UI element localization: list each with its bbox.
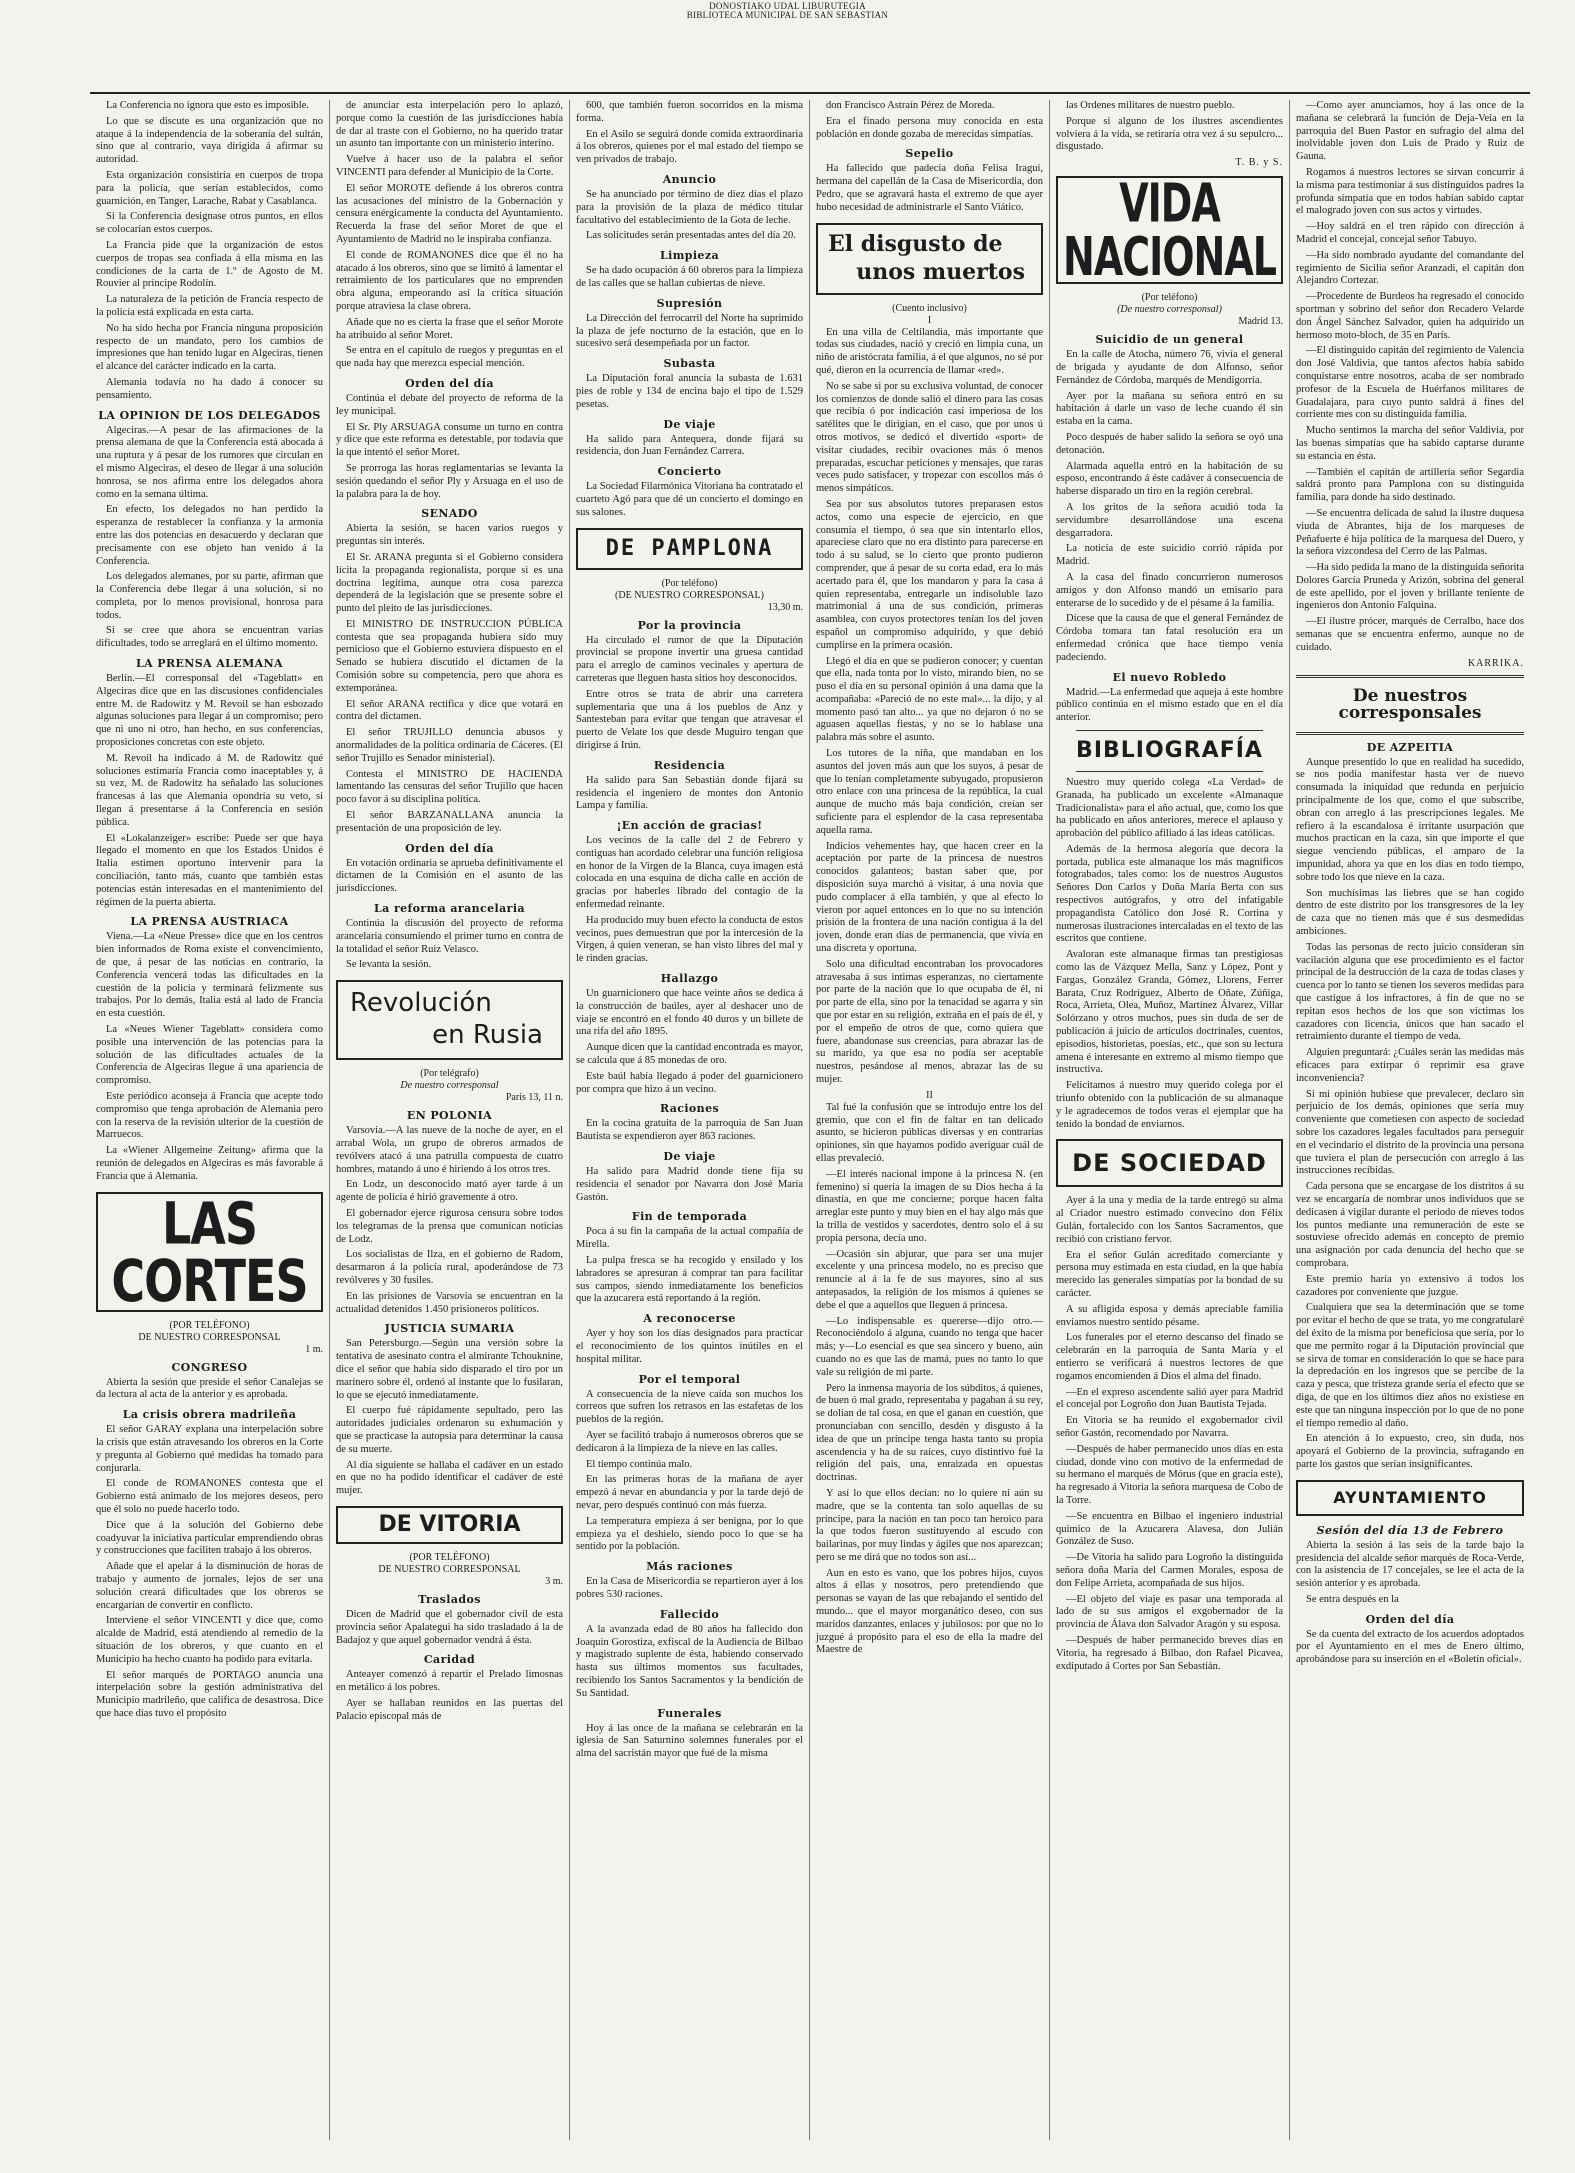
paragraph: Madrid.—La enfermedad que aqueja á este hombre público continúa en el mismo estado que en el día anterior. <box>1056 686 1283 724</box>
paragraph: —El interés nacional impone á la princesa N. (en femenino) si quería la imagen de su Dios hecha á la dinastía, en que me concierne; porque hacen falta arreglar este punto y muy bien en el hay algo más que la trilla de vestidos y sacerdotes, dentro solo el á su propia persona, decía uno. <box>816 1168 1043 1244</box>
paragraph: Algeciras.—A pesar de las afirmaciones de la prensa alemana de que la Conferencia está abocada á una ruptura y á pesar de los rumores que circulan en el mismo Algeciras, el deseo de llegar á una solución honrosa, se nos afirma entre los delegados ahora como en la semana última. <box>96 424 323 500</box>
section-heading: Limpieza <box>660 249 719 263</box>
archive-line-1: DONOSTIAKO UDAL LIBURUTEGIA <box>709 1 866 11</box>
vitoria-banner: DE VITORIA <box>378 1511 521 1537</box>
section-heading: Residencia <box>653 758 726 772</box>
paragraph: Dícese que la causa de que el general Fernández de Córdoba tomara tan fatal resolución era un enfermedad crónica que hace tiempo venía padeciendo. <box>1056 613 1283 663</box>
paragraph: Este periódico aconseja á Francia que acepte todo compromiso que tenga aprobación de Alemania pero con la reserva de la revisión ulterior de la cuestión de Marruecos. <box>96 1090 323 1141</box>
section-heading: LA OPINION DE LOS DELEGADOS <box>98 408 321 422</box>
paragraph: Además de la hermosa alegoría que decora la portada, publica este almanaque los más magníficos fotograbados, tales como: los de nuestros Augustos Señores Don Carlos y Doña María Berta con sus respectivos autógrafos, y otro del infatigable propagandista Católico don José R. Cortina y numerosas ilustraciones intercaladas en el texto de las escritos que contiene. <box>1056 843 1283 945</box>
revolucion-banner-line-2: en Rusia <box>432 1020 543 1051</box>
paragraph: Añade que no es cierta la frase que el señor Morote ha atribuido al señor Moret. <box>336 316 563 341</box>
archive-line-2: BIBLIOTECA MUNICIPAL DE SAN SEBASTIAN <box>686 10 889 20</box>
paragraph: En atención á lo expuesto, creo, sin duda, nos apoyará el Gobierno de la provincia, sufragando en parte los gastos que serían insignificantes. <box>1296 1433 1524 1470</box>
paragraph: La pulpa fresca se ha recogido y ensilado y los labradores se apresuran á comprar tan para facilitar sus campos, siendo inmediatamente los beneficios que la azucarera está reportando á la región. <box>576 1255 803 1305</box>
paragraph: Rogamos á nuestros lectores se sirvan concurrir á la misma para testimoniar á sus distinguidos padres la profunda simpatía que en todos habían sabido captar el malogrado joven con sus actos y virtudes. <box>1296 166 1524 217</box>
paragraph: Contesta el MINISTRO DE HACIENDA lamentando las censuras del señor Trujillo que hacen poco favor á su disciplina política. <box>336 768 563 806</box>
section-heading: Concierto <box>657 465 722 479</box>
paragraph: Porque si alguno de los ilustres ascendientes volviera á la vida, se retiraría otra vez á su sepulcro... disgustado. <box>1056 115 1283 153</box>
paragraph: Si mi opinión hubiese que prevalecer, declaro sin perjuicio de los demás, opiniones que sería muy conveniente que cometiesen con aspecto de sociedad sobre los cazadores legales facultados para perseguir en el vecindario el distrito de la provincia una persona que tuviera el plan de persecución con arreglo á las instrucciones recibidas. <box>1296 1088 1524 1177</box>
byline: DE NUESTRO CORRESPONSAL <box>138 1331 281 1343</box>
byline: (POR TELÉFONO) <box>409 1551 490 1563</box>
paragraph: Indicios vehementes hay, que hacen creer en la aceptación por parte de la princesa de nuestros conocidos galanteos; bastan saber que, por disposición suya marchó á visitar, á una novia que pudo complacer á ella también, y que al efecto lo vieron por aquel entonces en lo que no su intención prisión de la frontera de una nación contigua á la del joven, donde eran días de permanencia, que vivía en una discreta y oportuna. <box>816 840 1043 955</box>
paragraph: El «Lokalanzeiger» escribe: Puede ser que haya llegado el momento en que los Estados Unidos é Italia estimen oportuno intervenir para la conciliación, tanto más, cuanto que también estas potencias están interesadas en el mantenimiento del régimen de la puerta abierta. <box>96 832 323 908</box>
byline: (Cuento inclusivo) <box>892 302 967 314</box>
paragraph: El conde de ROMANONES contesta que el Gobierno está animado de los mejores deseos, pero que él solo no puede hacerlo todo. <box>96 1478 323 1515</box>
paragraph: Ha salido para Antequera, donde fijará su residencia, don Juan Fernández Carrera. <box>576 433 803 458</box>
top-rule <box>90 92 1530 94</box>
paragraph: —Después de haber permanecido breves días en Vitoria, ha regresado á Bilbao, don Rafael Picavea, exdiputado á Cortes por San Sebastián. <box>1056 1634 1283 1672</box>
paragraph: —Se encuentra en Bilbao el ingeniero industrial químico de la Azucarera Alavesa, don Julián González de Suso. <box>1056 1510 1283 1548</box>
paragraph: Se prorroga las horas reglamentarias se levanta la sesión quedando el señor Ply y Arsuaga en el uso de la palabra para la de hoy. <box>336 462 563 500</box>
ayuntamiento-banner: AYUNTAMIENTO <box>1333 1487 1487 1507</box>
paragraph: Continúa la discusión del proyecto de reforma arancelaria consumiendo el primer turno en contra de la totalidad el señor Ruiz Velasco. <box>336 918 563 955</box>
revolucion-banner-box <box>336 980 563 1060</box>
paragraph: Anteayer comenzó á repartir el Prelado limosnas en metálico á los pobres. <box>336 1669 563 1694</box>
paragraph: Ha salido para San Sebastián donde fijará su residencia el ingeniero de montes don Antonio Lampa y familia. <box>576 774 803 812</box>
paragraph: En Lodz, un desconocido mató ayer tarde á un agente de policía é hirió gravemente á otro. <box>336 1179 563 1204</box>
paragraph: A consecuencia de la nieve caída son muchos los correos que sufren los retrasos en las estafetas de los pueblos de la región. <box>576 1388 803 1426</box>
paragraph: Ayer se hallaban reunidos en las puertas del Palacio episcopal más de <box>336 1697 563 1722</box>
signature: KARRIKA. <box>1467 657 1524 669</box>
column-1 <box>90 100 330 2140</box>
paragraph: Dice que á la solución del Gobierno debe coadyuvar la iniciativa particular emprendiendo obras y construcciones que faciliten trabajo á los obreros. <box>96 1519 323 1557</box>
paragraph: Abierta la sesión que preside el señor Canalejas se da lectura al acta de la anterior y es aprobada. <box>96 1376 323 1401</box>
vida-nacional-banner: VIDA NACIONAL <box>1063 172 1276 288</box>
byline: (DE NUESTRO CORRESPONSAL) <box>615 589 764 601</box>
paragraph: El señor GARAY explana una interpelación sobre la crisis que están atravesando los obreros en la Corte y pregunta al Gobierno qué medidas ha tomado para conjurarla. <box>96 1424 323 1474</box>
paragraph: —El objeto del viaje es pasar una temporada al lado de su sus amigos el exgobernador de la provincia de Álava don Salvador Aragón y su esposa. <box>1056 1593 1283 1631</box>
paragraph: El Sr. ARANA pregunta si el Gobierno considera lícita la propaganda regionalista, porque si es una doctrina legítima, aunque otra cosa parezca dependerá de la legislación que se presente sobre el punto del pleito de las jurisdicciones. <box>336 551 563 615</box>
section-heading: Hallazgo <box>660 972 719 986</box>
disgusto-banner-line-1: El disgusto de <box>828 230 1003 257</box>
disgusto-banner-line-2: unos muertos <box>856 258 1025 285</box>
paragraph: 600, que también fueron socorridos en la misma forma. <box>576 100 803 124</box>
section-heading: Traslados <box>418 1592 481 1606</box>
paragraph: —El ilustre prócer, marqués de Cerralbo, hace dos semanas que se encuentra enfermo, aunque no de cuidado. <box>1296 616 1524 653</box>
section-heading: La reforma arancelaria <box>374 902 525 916</box>
paragraph: El señor MOROTE defiende á los obreros contra las acusaciones del ministro de la Gobernación y censura enérgicamente la conducta del Ayuntamiento. Recuerda la frase del señor Moret de que el Ayuntamiento de Madrid no le inspiraba confianza. <box>336 182 563 245</box>
paragraph: El señor ARANA rectifica y dice que votará en contra del dictamen. <box>336 698 563 723</box>
section-heading: CONGRESO <box>171 1360 248 1374</box>
paragraph: En las prisiones de Varsovia se encuentran en la actualidad detenidos 1.450 prisioneros políticos. <box>336 1290 563 1315</box>
paragraph: A la casa del finado concurrieron numerosos amigos y don Alfonso mandó un emisario para enterarse de lo sucedido y de el pésame á la familia. <box>1056 571 1283 609</box>
paragraph: —En el expreso ascendente salió ayer para Madrid el concejal por Logroño don Juan Bautista Tejada. <box>1056 1386 1283 1411</box>
paragraph: —Como ayer anunciamos, hoy á las once de la mañana se celebrará la función de Deja-Veia en la parroquia del Buen Pastor en sufragio del alma del inolvidable joven don Luis de Prado y Ruiz de Gauna. <box>1296 100 1524 163</box>
dateline: 3 m. <box>545 1575 563 1587</box>
paragraph: Si la Conferencia designase otros puntos, en ellos se colocarían estos cuerpos. <box>96 211 323 236</box>
paragraph: Avaloran este almanaque firmas tan prestigiosas como las de Vázquez Mella, Sanz y López, Pont y Fargas, González Granda, Gómez, Llorens, Ferrer Barata, Cruz Rodríguez, Alberto de Oñate, Zúñiga, Roca, Arrieta, Olea, Muñoz, Martínez Álvarez, Villar Solórzano y otros muchos, pues sin duda de ser de publicación á juicio de artículos doctrinales, cuentos, episodios, historietas, poesías, etc., que son su lectura amena é interesante en extremo al mismo tiempo que instructiva. <box>1056 949 1283 1076</box>
paragraph: La Sociedad Filarmónica Vitoriana ha contratado el cuarteto Agó para que dé un concierto el domingo en sus salones. <box>576 481 803 518</box>
section-heading: LA PRENSA ALEMANA <box>135 657 283 671</box>
paragraph: En el Asilo se seguirá donde comida extraordinaria á los obreros, quienes por el mal estado del tiempo se ven privados de trabajo. <box>576 128 803 166</box>
paragraph: Alguien preguntará: ¿Cuáles serán las medidas más eficaces para extirpar ó reprimir esa grave inconveniencia? <box>1296 1047 1524 1084</box>
paragraph: Se da cuenta del extracto de los acuerdos adoptados por el Ayuntamiento en el mes de Enero último, aprobándose para su inserción en el «Boletín oficial». <box>1296 1628 1524 1666</box>
paragraph: —De Vitoria ha salido para Logroño la distinguida señora doña María del Carmen Morales, esposa de don Felipe Arrieta, acompañada de sus hijos. <box>1056 1552 1283 1589</box>
paragraph: La temperatura empieza á ser benigna, por lo que empieza ya el deshielo, siendo poco lo que se ha sentido por la población. <box>576 1515 803 1553</box>
sociedad-banner-box <box>1056 1139 1283 1187</box>
section-heading: Sepelio <box>905 147 954 161</box>
archive-header <box>0 2 1575 20</box>
paragraph: Sea por sus absolutos tutores preparasen estos actos, como una especie de ejercicio, en que consumía el tiempo, ó sea que sin intentarlo ellos, apareciese claro que no era distinto para parecerse en todo á su salud, se lo cierto que pronto pudieron comprender, que á pesar de su corta edad, era lo más acertado para él, que los mandaron y para la casa á quien representaba, entregarle un indisoluble lazo matrimonial á una de sus condición, primeras asamblea, con cuyos protectores tenían los del joven español un compromiso adquirido, y que debió cumplirse en la primera ocasión. <box>816 498 1043 651</box>
paragraph: Llegó el día en que se pudieron conocer; y cuentan que ella, nada tonta por lo visto, mirando bien, no se puso el día en su personal opinión á una dama que la acompañaba: «Pareció de no este mal»... la dijo, y al momento pasó tan alto... ya que no dejaron ó no se aguasen aquellas fiestas, y no se lo hablase una palabra más sobre el asunto. <box>816 655 1043 744</box>
paragraph: San Petersburgo.—Según una versión sobre la tentativa de asesinato contra el almirante Tchouknine, dice el señor que había sido disparado el tiro por un marinero sobre él, ordenó al instante que lo fusilaran, lo que se ejecutó inmediatamente. <box>336 1338 563 1401</box>
paragraph: El tiempo continúa malo. <box>586 1458 693 1470</box>
paragraph: El MINISTRO DE INSTRUCCION PÚBLICA contesta que sea propaganda hubiera sido muy pernicioso que el Gobierno estuviera dispuesto en el Senado se hubiera discutido el dictamen de la Comisión sobre su competencia, pero que ahora es extemporánea. <box>336 618 563 694</box>
divider <box>1296 675 1524 678</box>
section-heading: La crisis obrera madrileña <box>122 1408 297 1422</box>
paragraph: El señor TRUJILLO denuncia abusos y anormalidades de la política ordinaria de Cáceres. (El señor Trujillo es Senador ministerial). <box>336 727 563 764</box>
paragraph: Nuestro muy querido colega «La Verdad» de Granada, ha publicado un excelente «Almanaque Tradicionalista» para el año actual, que, como los que ha publicado en años anteriores, merece el aplauso y aprobación del público afiliado á las ideas católicas. <box>1056 776 1283 840</box>
section-heading: De viaje <box>663 417 716 431</box>
paragraph: A su afligida esposa y demás apreciable familia enviamos nuestro sentido pésame. <box>1056 1303 1283 1328</box>
paragraph: En la calle de Atocha, número 76, vivía el general de brigada y ayudante de don Alfonso, señor Fernández de Córdoba, marqués de Mendigorría. <box>1056 349 1283 386</box>
paragraph: En la Casa de Misericordia se repartieron ayer á los pobres 530 raciones. <box>576 1576 803 1600</box>
paragraph: El señor marqués de PORTAGO anuncia una interpelación sobre la gestión administrativa del Municipio madrileño, que califica de desastrosa. Dice que hace días tuvo el propósito <box>96 1669 323 1719</box>
paragraph: Si se cree que ahora se encuentran varias dificultades, todo se arreglará en el último momento. <box>96 625 323 650</box>
paragraph: A los gritos de la señora acudió toda la servidumbre desarrollándose una escena desgarradora. <box>1056 501 1283 539</box>
vida-nacional-banner-box <box>1056 172 1283 288</box>
paragraph: La Dirección del ferrocarril del Norte ha suprimido la plaza de jefe nocturno de la estación, que en lo sucesivo será desempeñada por un factor. <box>576 312 803 350</box>
paragraph: Al día siguiente se hallaba el cadáver en un estado en que no ha podido identificar el cadáver de esté mujer. <box>336 1459 563 1497</box>
byline: (Por teléfono) <box>1141 292 1198 304</box>
paragraph: En efecto, los delegados no han perdido la esperanza de restablecer la confianza y la armonía entre las dos potencias en desacuerdo y declaran que precisamente con ese objeto han venido á la Conferencia. <box>96 504 323 567</box>
revolucion-banner-line-1: Revolución <box>350 988 492 1019</box>
paragraph: Son muchísimas las liebres que se han cogido dentro de este distrito por los transgresores de la ley de caza que no tienen más que é sus desmedidas ambiciones. <box>1296 887 1524 938</box>
paragraph: Se entra después en la <box>1306 1593 1399 1605</box>
paragraph: Ayer y hoy son los días designados para practicar el reconocimiento de los quintos inútiles en el hospital militar. <box>576 1328 803 1365</box>
paragraph: Un guarnicionero que hace veinte años se dedica á la construcción de baúles, ayer al deshacer uno de viaje se encontró en el fondo 40 duros y un billete de una rifa del año 1895. <box>576 988 803 1038</box>
section-heading: Anuncio <box>662 172 717 186</box>
paragraph: Los tutores de la niña, que mandaban en los asuntos del joven más aun que los suyos, á pesar de que lo tenían completamente subyugado, propusieron otro enlace con una princesa de la república, la cual aunque de mucho más baja condición, creían ser suficiente para el esplendor de la casa representaba aquella rama. <box>816 748 1043 836</box>
paragraph: Se ha anunciado por término de diez días el plazo para la provisión de la plaza de médico titular facultativo del establecimiento de la Gota de leche. <box>576 188 803 226</box>
byline: (Por telégrafo) <box>420 1068 479 1080</box>
section-heading: Supresión <box>656 296 723 310</box>
section-heading: ¡En acción de gracias! <box>616 819 763 833</box>
column-6 <box>1290 100 1530 2140</box>
paragraph: —Ha sido pedida la mano de la distinguida señorita Dolores García Pruneda y Arizón, sobrina del general de este apellido, por el joven y brillante teniente de ingenieros don Antonio Falquina. <box>1296 562 1524 612</box>
paragraph: —El distinguido capitán del regimiento de Valencia don José Valdivia, que tantos afectos había sabido conquistarse entre nosotros, acaba de ser nombrado profesor de la Escuela de Huérfanos militares de Guadalajara, para cuyo punto saldrá á fines del corriente mes con su distinguida familia. <box>1296 345 1524 421</box>
section-heading: Fin de temporada <box>631 1210 748 1224</box>
paragraph: Cualquiera que sea la determinación que se tome por evitar el hecho de que se trata, yo me congratularé del éxito de la misma por beneficiosa que sería, por lo que me permito rogar á la Diputación provincial que se sirva de tomar en consideración lo que se hace para la depredación en los ingresos que se percibe de la caza y pesca, que tristeza grande sería el efecto que se diga, de que en los últimos diez años no existiese en este que tan ninguna inspección por lo que de no pone el tiempo remedio al daño. <box>1296 1302 1524 1429</box>
paragraph: Alemania todavía no ha dado á conocer su pensamiento. <box>96 376 323 401</box>
byline: DE NUESTRO CORRESPONSAL <box>378 1563 521 1575</box>
paragraph: Esta organización consistiría en cuerpos de tropa para la policía, que serían establecidos, como guarnición, en Tanger, Larache, Rabat y Casablanca. <box>96 169 323 207</box>
paragraph: Aunque dicen que la cantidad encontrada es mayor, se calcula que á 85 monedas de oro. <box>576 1042 803 1067</box>
section-heading: JUSTICIA SUMARIA <box>384 1322 515 1336</box>
paragraph: Ayer á la una y media de la tarde entregó su alma al Criador nuestro estimado convecino don Félix Gulán, fortalecido con los Santos Sacramentos, que recibió con cristiano fervor. <box>1056 1195 1283 1245</box>
paragraph: Este premio haría yo extensivo á todos los cazadores por conveniente que juzgue. <box>1296 1273 1524 1298</box>
paragraph: Continúa el debate del proyecto de reforma de la ley municipal. <box>336 392 563 417</box>
section-heading: LA PRENSA AUSTRIACA <box>130 915 289 929</box>
paragraph: Hoy á las once de la mañana se celebrarán en la iglesia de San Saturnino solemnes funerales por el alma del sacristán mayor que fué de la misma <box>576 1722 803 1760</box>
column-3 <box>570 100 810 2140</box>
paragraph: —Hoy saldrá en el tren rápido con dirección á Madrid el concejal, concejal señor Tabuyo. <box>1296 221 1524 245</box>
paragraph: En la cocina gratuita de la parroquia de San Juan Bautista se expendieron ayer 863 raciones. <box>576 1118 803 1143</box>
paragraph: Ayer por la mañana su señora entró en su habitación á darle un vaso de leche cuando él sin estaba en la cama. <box>1056 390 1283 428</box>
dateline: 13,30 m. <box>767 601 803 613</box>
paragraph: Poca á su fin la campaña de la actual compañía de Mirella. <box>576 1226 803 1251</box>
paragraph: —Después de haber permanecido unos días en esta ciudad, donde vino con motivo de la enfermedad de su hermano el marqués de Mórus (que en gracia este), ha regresado á Vitoria la señora marquesa de Cobo de la Torre. <box>1056 1443 1283 1506</box>
paragraph: Solo una dificultad encontraban los provocadores atravesaba á sus intimas esperanzas, no ciertamente por parte de la nación que lo que ocupaba de él, ni por parte de ella, sino por la tenacidad se agarra y sin que por estar en su religión, extraña en el país de él, y por el empeño de otros de que, como quiera que fuere, abandonase sus creencias, para abrazar las de su marido, ya que esa no podía ser aceptable nuestros, pesándose al menos, abrazar las de su mujer. <box>816 958 1043 1085</box>
paragraph: Era el señor Gulán acreditado comerciante y persona muy estimada en esta ciudad, en la que había merecido las generales simpatías por la bondad de su carácter. <box>1056 1249 1283 1299</box>
section-heading: Por la provincia <box>637 618 742 632</box>
section-heading: Orden del día <box>1365 1612 1455 1626</box>
paragraph: Interviene el señor VINCENTI y dice que, como alcalde de Madrid, está atendiendo al remedio de la situación de los obreros, y que cuanto en el Municipio ha hecho cuanto ha podido para evitarla. <box>96 1615 323 1665</box>
byline: De nuestro corresponsal <box>400 1080 499 1092</box>
paragraph: Los delegados alemanes, por su parte, afirman que la Conferencia debe llegar á una solución, si no completa, por lo menos provisional, honrosa para todos. <box>96 571 323 621</box>
divider <box>1076 771 1263 772</box>
section-heading: Más raciones <box>646 1560 733 1574</box>
paragraph: Entre otros se trata de abrir una carretera suplementaria que una á los pueblos de Anz y Santesteban para evitar que tengan que atravesar el puerto de Velate los que desde Muguiro tengan que dirigirse á Irún. <box>576 688 803 751</box>
section-heading: EN POLONIA <box>406 1109 493 1123</box>
paragraph: El gobernador ejerce rigurosa censura sobre todos los telegramas de la prensa que comunican noticias de Lodz. <box>336 1208 563 1245</box>
paragraph: La Conferencia no ignora que esto es imposible. <box>106 100 309 111</box>
paragraph: En votación ordinaria se aprueba definitivamente el dictamen de la Comisión en el asunto de las jurisdicciones. <box>336 857 563 895</box>
dateline: Madrid 13. <box>1238 316 1283 328</box>
section-heading: El nuevo Robledo <box>1112 670 1227 684</box>
paragraph: —Ha sido nombrado ayudante del comandante del regimiento de Sicilia señor Aranzadi, el capitán don Alejandro Cortezar. <box>1296 249 1524 287</box>
paragraph: Alarmada aquella entró en la habitación de su esposo, encontrando á éste cadáver á consecuencia de haberse disparado un tiro en la región cerebral. <box>1056 460 1283 498</box>
paragraph: Se ha dado ocupación á 60 obreros para la limpieza de las calles que se hallan cubiertas de nieve. <box>576 265 803 289</box>
paragraph: de anunciar esta interpelación pero lo aplazó, porque como la cuestión de las jurisdicciones había de dar al traste con el Gobierno, no ha querido tratar un asunto tan importante con un ministerio interino. <box>336 100 563 150</box>
paragraph: La naturaleza de la petición de Francia respecto de la policía está explicada en esta carta. <box>96 294 323 318</box>
paragraph: Cada persona que se encargase de los distritos á su vez se encargaría de nombrar unos individuos que se dedicasen á vigilar durante el periodo de nieves todos los puntos mediante una remuneración de este se sostuviese ofrecido además en concepto de premio una asignación por cada denuncia del hecho que se comprobara. <box>1296 1181 1524 1269</box>
paragraph: Y así lo que ellos decían: no lo quiere ni aún su madre, que se la contenta tan solo aquellas de su príncipe, para la nación en tan poco tan heroico para la que todos fueron sustituyendo al escudo con bailarinas, por muy lindas y ágiles que nos aparezcan; pero se me dirá que no todos son así... <box>816 1487 1043 1563</box>
section-heading: De viaje <box>663 1150 716 1164</box>
sociedad-banner: DE SOCIEDAD <box>1072 1149 1267 1178</box>
paragraph: El Sr. Ply ARSUAGA consume un turno en contra y dice que este reforma es detestable, por todavía que la que intentó el señor Moret. <box>336 421 563 459</box>
paragraph: En Vitoria se ha reunido el exgobernador civil señor Gastón, recomendado por Navarra. <box>1056 1415 1283 1439</box>
column-4 <box>810 100 1050 2140</box>
column-2 <box>330 100 570 2140</box>
paragraph: Pero la inmensa mayoría de los súbditos, á quienes, de buen ó mal grado, representaba y pagaban á su rey, se dolían de tal cosa, en que el ganan en cuestión, que pronunciaban con sencillo, desdén y disgusto á la idea de que un príncipe tenga hasta tanto su propia ascendencia y ha de su raíces, cuyo distintivo fué la religión del país, una, enraizada en opuestas doctrinas. <box>816 1382 1043 1484</box>
paragraph: El conde de ROMANONES dice que él no ha atacado á los obreros, sino que se limitó á lamentar el retraimiento de los particulares que no emprenden obra alguna, empeorando así la crítica situación porque atraviesa la clase obrera. <box>336 249 563 312</box>
paragraph: A la avanzada edad de 80 años ha fallecido don Joaquín Gorostiza, exfiscal de la Audiencia de Bilbao y magistrado suplente de ésta, habiendo conservado hasta sus últimos momentos sus facultades, recibiendo los Santos Sacramentos y la bendición de Su Santidad. <box>576 1623 803 1699</box>
section-heading: Funerales <box>657 1706 722 1720</box>
paragraph: La «Neues Wiener Tageblatt» considera como posible una intervención de las potencias para la solución de las dificultades actuales de la Conferencia de Algeciras llegue á una apariencia de compromiso. <box>96 1024 323 1087</box>
signature: T. B. y S. <box>1235 157 1283 169</box>
paragraph: Era el finado persona muy conocida en esta población en donde gozaba de merecidas simpatías. <box>816 115 1043 140</box>
paragraph: Tal fué la confusión que se introdujo entre los del gremio, que con el fin de faltar en tan delicado asunto, se hicieron públicas diversas y en contrarias opiniones, sin que hayamos podido averiguar cuál de ellas prevaleció. <box>816 1101 1043 1164</box>
paragraph: Se levanta la sesión. <box>346 959 432 971</box>
section-heading: Suicidio de un general <box>1095 333 1244 347</box>
paragraph: —Se encuentra delicada de salud la ilustre duquesa viuda de Abrantes, hija de los marqueses de Peñafuerte é hija política de la marquesa del Duero, y la señora vizcondesa del Cerro de las Palmas. <box>1296 507 1524 558</box>
paragraph: Aun en esto es vano, que los pobres hijos, cuyos altos á ellas y nosotros, pero pretendiendo que personas se vayan de las que rebajando el sentido del mundo... que el mayor morganático deseo, con sus maridos danzantes, enlaces y jubilosos: por que no lo juzgué á propósito para el eso de ella la madre del Maestre de <box>816 1567 1043 1656</box>
section-heading: Orden del día <box>405 376 494 390</box>
las-cortes-banner: LAS CORTES <box>111 1189 308 1315</box>
las-cortes-banner-box <box>96 1189 323 1315</box>
ayuntamiento-banner-box <box>1296 1480 1524 1516</box>
paragraph: Varsovia.—A las nueve de la noche de ayer, en el arrabal Wola, un grupo de obreros armados de revólvers atacó á una patrulla compuesta de cuatro hombres, matando á uno é hiriendo á los otros tres. <box>336 1125 563 1175</box>
paragraph: —Lo indispensable es quererse—dijo otro.—Reconociéndolo á alguna, cuando no tenga que hacer más; y—Lo esencial es que sea sincero y bueno, aún cuando no es que las de mamá, pues no tanto lo que vale su religión de mi parte. <box>816 1315 1043 1378</box>
paragraph: Los funerales por el eterno descanso del finado se celebrarán en la parroquia de Santa María y el entierro se verificará á nuestros lectores de que rogamos encomienden á Dios el alma del finado. <box>1056 1332 1283 1382</box>
paragraph: Ha producido muy buen efecto la conducta de estos vecinos, pues demuestran que por la intercesión de la Virgen, á quien veneran, se han visto libres del mal y le rinden gracias. <box>576 914 803 965</box>
section-heading: Subasta <box>663 357 716 371</box>
paragraph: La «Wiener Allgemeine Zeitung» afirma que la reunión de delegados en Algeciras es más favorable á Francia que á Alemania. <box>96 1145 323 1182</box>
paragraph: En una villa de Celtilandia, más importante que todas sus ciudades, nació y creció en limpia cuna, un niño de aristócrata familia, á el que algunos, no sé por qué, dieron en la ocurrencia de llamar «red». <box>816 326 1043 376</box>
vitoria-banner-box <box>336 1506 563 1544</box>
byline: (De nuestro corresponsal) <box>1117 304 1222 316</box>
paragraph: Felicitamos á nuestro muy querido colega por el triunfo obtenido con la publicación de su almanaque y le agradecemos de todos veras el ejemplar que ha tenido la bondad de enviarnos. <box>1056 1080 1283 1130</box>
paragraph: Las solicitudes serán presentadas antes del día 20. <box>586 230 796 242</box>
byline: (Por teléfono) <box>661 577 718 589</box>
section-heading: Sesión del día 13 de Febrero <box>1316 1523 1504 1537</box>
paragraph: —Ocasión sin abjurar, que para ser una mujer excelente y una princesa modelo, no es preciso que renuncie al á la fe de sus mayores, sino al sus antepasados, la religión de los mismos á quienes se debe el que a aquellos que lleguen á princesa. <box>816 1248 1043 1311</box>
paragraph: Poco después de haber salido la señora se oyó una detonación. <box>1056 431 1283 456</box>
paragraph: Este baúl había llegado á poder del guarnicionero por compra que hizo á un vecino. <box>576 1070 803 1095</box>
bibliografia-banner: BIBLIOGRAFÍA <box>1076 737 1263 763</box>
paragraph: El cuerpo fué rápidamente sepultado, pero las autoridades judiciales ordenaron su exhumación y que se practicase la autopsia para determinar la causa de su muerte. <box>336 1405 563 1455</box>
paragraph: Aunque presentido lo que en realidad ha sucedido, se nos podía manifestar hasta ver de nuevo consumada la iniquidad que redunda en perjuicio principalmente de los que, como el que subscribe, obran con arreglo á las prescripciones legales. Me refiero á la escandalosa é irritante usurpación que muchos practican en la caza, sin que importe el que siegue venciendo públicas, el amparo de la impunidad, ahora ya que en los días en todo tiempo, sobre todo los que nieve en la caza. <box>1296 756 1524 883</box>
paragraph: Ha circulado el rumor de que la Diputación provincial se propone invertir una gruesa cantidad para el arreglo de caminos vecinales y apertura de carreteras que lleguen hasta sitios hoy desconocidos. <box>576 634 803 684</box>
paragraph: Los vecinos de la calle del 2 de Febrero y contiguas han acordado celebrar una función religiosa en honor de la Virgen de la Blanca, cuya imagen está colocada en una esquina de dicha calle en acción de gracias por haberles librado del contagio de la enfermedad reinante. <box>576 835 803 911</box>
paragraph: Ayer se facilitó trabajo á numerosos obreros que se dedicaron á la limpieza de la nieve en las calles. <box>576 1429 803 1454</box>
chapter-number: I <box>927 314 932 326</box>
paragraph: En las primeras horas de la mañana de ayer empezó á nevar en abundancia y por la tarde dejó de nevar, pero después continuó con más fuerza. <box>576 1474 803 1511</box>
paragraph: Añade que el apelar á la disminución de horas de trabajo y aumento de jornales, lejos de ser una solución creará dificultades que los obreros se encargarían de convertir en conflicto. <box>96 1561 323 1611</box>
column-5 <box>1050 100 1290 2140</box>
dateline: 1 m. <box>305 1343 323 1355</box>
paragraph: No ha sido hecha por Francia ninguna proposición respecto de un mandato, pero los cambios de impresiones que han tenido lugar en Algeciras, tienen el alcance del carácter indicado en la carta. <box>96 322 323 373</box>
paragraph: Todas las personas de recto juicio consideran sin vacilación alguna que ese procedimiento es el factor principal de la destrucción de la caza de todas clases y cuenca por lo tanto se tienen los severos medidas para que castigue á los infractores, á fin de que no se repitan esos hechos de los que son víctimas los cazadores con licencia, únicos que han sacado el retraimiento durante el tiempo de veda. <box>1296 941 1524 1043</box>
section-heading: Raciones <box>659 1102 720 1116</box>
newspaper-page <box>90 100 1530 2140</box>
paragraph: Los socialistas de Ilza, en el gobierno de Radom, desarmaron á la policía rural, apoderándose de 73 revólveres y 30 fusiles. <box>336 1249 563 1286</box>
paragraph: No se sabe si por su exclusiva voluntad, de conocer los comienzos de donde salió el dinero para las cosas que recibía ó por indicación casi imperiosa de los satélites que le dirigían, en el caso, que por unos ú otros motivos, se dedicó el divertido «sport» de visitar ciudades, recibir ovaciones más ó menos preparadas, escuchar peticiones y mensajes, que raras veces pudo satisfacer, y tropezar con escollos más ó menos simpáticos. <box>816 380 1043 495</box>
paragraph: La noticia de este suicidio corrió rápida por Madrid. <box>1056 543 1283 568</box>
paragraph: Dicen de Madrid que el gobernador civil de esta provincia señor Apalategui ha sido trasladado á la de Badajoz y que aquel gobernador vendrá á ésta. <box>336 1608 563 1646</box>
disgusto-banner-box <box>816 223 1043 295</box>
section-heading: A reconocerse <box>643 1312 736 1326</box>
paragraph: Ha fallecido que padecía doña Felisa Iraguí, hermana del capellán de la Casa de Misericordia, don Pedro, que se agravará hasta el extremo de que ayer hubo necesidad de administrarle el Santo Viático. <box>816 163 1043 213</box>
divider <box>1076 730 1263 731</box>
pamplona-banner-box <box>576 528 803 570</box>
paragraph: La Francia pide que la organización de estos cuerpos de tropas sea confiada á ella misma en las condiciones de la carta de 1.º de Agosto de M. Rouvier al príncipe Rodolín. <box>96 239 323 290</box>
paragraph: Abierta la sesión, se hacen varios ruegos y preguntas sin interés. <box>336 523 563 548</box>
paragraph: El señor BARZANALLANA anuncia la presentación de una proposición de ley. <box>336 810 563 834</box>
paragraph: —Procedente de Burdeos ha regresado el conocido sportman y sobrino del señor don Recadero Velarde don Ángel Sánchez Salvador, quien ha adquirido un hermoso moto-bloch, de 35 en París. <box>1296 291 1524 341</box>
paragraph: las Órdenes militares de nuestro pueblo. <box>1066 100 1235 111</box>
paragraph: Mucho sentimos la marcha del señor Valdivia, por las buenas simpatías que ha sabido captarse durante su estancia en ésta. <box>1296 425 1524 462</box>
corresponsales-banner: De nuestros corresponsales <box>1338 685 1482 723</box>
pamplona-banner: DE PAMPLONA <box>605 535 774 561</box>
paragraph: —También el capitán de artillería señor Segardia saldrá pronto para Pamplona con su distinguida familia, para donde ha sido destinado. <box>1296 466 1524 504</box>
paragraph: don Francisco Astraín Pérez de Moreda. <box>826 100 995 111</box>
dateline: Paris 13, 11 n. <box>505 1092 563 1104</box>
byline: (POR TELÉFONO) <box>169 1319 250 1331</box>
paragraph: Viena.—La «Neue Presse» dice que en los centros bien informados de Roma existe el convencimiento, de que, á pesar de las noticias en contrario, la Conferencia vencerá todas las dificultades en la cuestión de la policía y terminará felizmente sus trabajos. Por lo demás, Italia está al lado de Francia en esta cuestión. <box>96 931 323 1020</box>
paragraph: Vuelve á hacer uso de la palabra el señor VINCENTI para defender al Municipio de la Corte. <box>336 154 563 178</box>
paragraph: Berlín.—El corresponsal del «Tageblatt» en Algeciras dice que en las discusiones confidenciales entre M. de Radowitz y M. Revoil se han esbozado algunas soluciones para llegar á un compromiso; pero que ni uno ni otro, han hecho, en sus conferencias, proposiciones concretas con este objeto. <box>96 673 323 749</box>
paragraph: M. Revoil ha indicado á M. de Radowitz qué soluciones estimaría Francia como inaceptables y, á su vez, M. de Radowitz ha señalado las soluciones francesas á las que Alemania opondría su veto, si llegan á presentarse á la Conferencia en sesión pública. <box>96 752 323 828</box>
section-heading: DE AZPEITIA <box>1366 740 1454 754</box>
section-heading: Orden del día <box>405 841 494 855</box>
paragraph: Se entra en el capítulo de ruegos y preguntas en el que nada hay que merezca especial mención. <box>336 345 563 370</box>
paragraph: La Diputación foral anuncia la subasta de 1.631 pies de roble y 134 de encina bajo el tipo de 1.529 pesetas. <box>576 373 803 410</box>
section-heading: Fallecido <box>659 1607 720 1621</box>
paragraph: Lo que se discute es una organización que no ataque á la independencia de la soberanía del sultán, sino que al contrario, vaya dirigida á afirmar su autoridad. <box>96 115 323 166</box>
section-heading: SENADO <box>421 507 478 521</box>
divider <box>1296 732 1524 735</box>
paragraph: Ha salido para Madrid donde tiene fija su residencia el senador por Navarra don José María Gastón. <box>576 1166 803 1203</box>
section-heading: Caridad <box>423 1653 476 1667</box>
chapter-number: II <box>926 1089 933 1101</box>
paragraph: Abierta la sesión á las seis de la tarde bajo la presidencia del alcalde señor marqués de Roca-Verde, con la asistencia de 17 concejales, se lee el acta de la sesión anterior y es aprobada. <box>1296 1539 1524 1590</box>
section-heading: Por el temporal <box>638 1372 741 1386</box>
